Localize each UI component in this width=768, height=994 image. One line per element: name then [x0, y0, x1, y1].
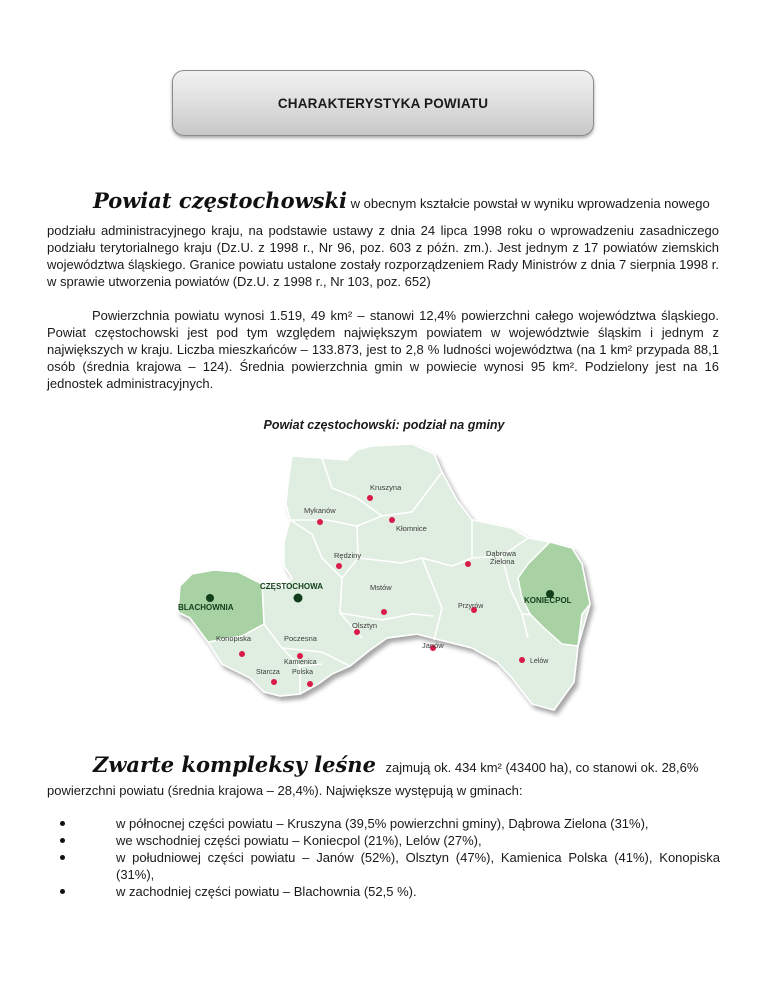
list-item: w zachodniej części powiatu – Blachownia (52,5 %).: [60, 883, 720, 900]
label-konopiska: Konopiska: [216, 634, 252, 643]
list-item: we wschodniej części powiatu – Koniecpol (21%), Lelów (27%),: [60, 832, 720, 849]
district-map-svg: [172, 438, 612, 718]
bullet-icon: [60, 821, 65, 826]
forests-line1: zajmują ok. 434 km² (43400 ha), co stanowi ok. 28,6%: [381, 760, 699, 775]
forests-paragraph: powierzchni powiatu (średnia krajowa – 28,4%). Największe występują w gminach:: [47, 783, 523, 798]
area-paragraph: Powierzchnia powiatu wynosi 1.519, 49 km² – stanowi 12,4% powierzchni całego województwa śląskiego. Powiat częstochowski jest pod tym względem największym powiatem w województwie śląskim i jednym z największych w kraju. Liczba mieszkańców – 133.873, jest to 2,8 % ludności województwa (na 1 km² przypada 88,1 osób (średnia krajowa – 124). Średnia powierzchnia gmin w powiecie wynosi 95 km². Podzielony jest na 16 jednostek administracyjnych.: [47, 308, 719, 391]
forest-list: [60, 815, 720, 900]
forests-lead: Zwarte kompleksy leśne: [93, 752, 376, 777]
district-map: [172, 438, 612, 718]
intro-line1: w obecnym kształcie powstał w wyniku wprowadzenia nowego: [347, 196, 710, 211]
page-title: CHARAKTERYSTYKA POWIATU: [277, 95, 489, 111]
label-janow: Janów: [422, 641, 444, 650]
label-koniecpol: KONIECPOL: [524, 596, 572, 605]
label-przyrow: Przyrów: [458, 603, 484, 610]
label-olsztyn: Olsztyn: [352, 621, 378, 630]
bullet-icon: [60, 838, 65, 843]
label-mstow: Mstów: [370, 583, 392, 592]
czestochowa-marker: [294, 594, 303, 603]
bullet-icon: [60, 855, 65, 860]
label-dabrowa-2: Zielona: [490, 557, 515, 566]
label-blachownia: BLACHOWNIA: [178, 603, 234, 612]
map-caption: Powiat częstochowski: podział na gminy: [263, 418, 505, 432]
intro-paragraph: podziału administracyjnego kraju, na podstawie ustawy z dnia 24 lipca 1998 roku o wprowadzeniu zasadniczego podziału terytorialnego kraju (Dz.U. z 1998 r., Nr 96, poz. 603 z późn. zm.). Jest jednym z 17 powiatów ziemskich województwa śląskiego. Granice powiatu ustalone zostały rozporządzeniem Rady Ministrów z dnia 7 sierpnia 1998 r. w sprawie utworzenia powiatów (Dz.U. z 1998 r., Nr 103, poz. 652): [47, 223, 719, 289]
label-lelow: Lelów: [530, 658, 549, 665]
list-item: w północnej części powiatu – Kruszyna (39,5% powierzchni gminy), Dąbrowa Zielona (31%),: [60, 815, 720, 832]
title-banner: [172, 70, 594, 136]
label-poczesna: Poczesna: [284, 634, 317, 643]
intro-lead: Powiat częstochowski: [93, 188, 347, 213]
label-starcza: Starcza: [256, 669, 280, 676]
label-klomnice: Kłomnice: [396, 524, 427, 533]
intro-first-line: [93, 188, 719, 213]
label-kamienica-1: Kamienica: [284, 659, 317, 666]
label-kamienica-2: Polska: [292, 669, 314, 676]
forests-first-line: [93, 752, 719, 777]
blachownia-marker: [206, 594, 214, 602]
bullet-icon: [60, 889, 65, 894]
label-mykanow: Mykanów: [304, 506, 336, 515]
list-item: w południowej części powiatu – Janów (52%), Olsztyn (47%), Kamienica Polska (41%), Konopiska (31%),: [60, 849, 720, 883]
label-dabrowa-1: Dąbrowa: [486, 549, 517, 558]
label-redziny: Rędziny: [334, 551, 362, 560]
label-kruszyna: Kruszyna: [370, 483, 402, 492]
label-czestochowa: CZĘSTOCHOWA: [260, 582, 323, 591]
